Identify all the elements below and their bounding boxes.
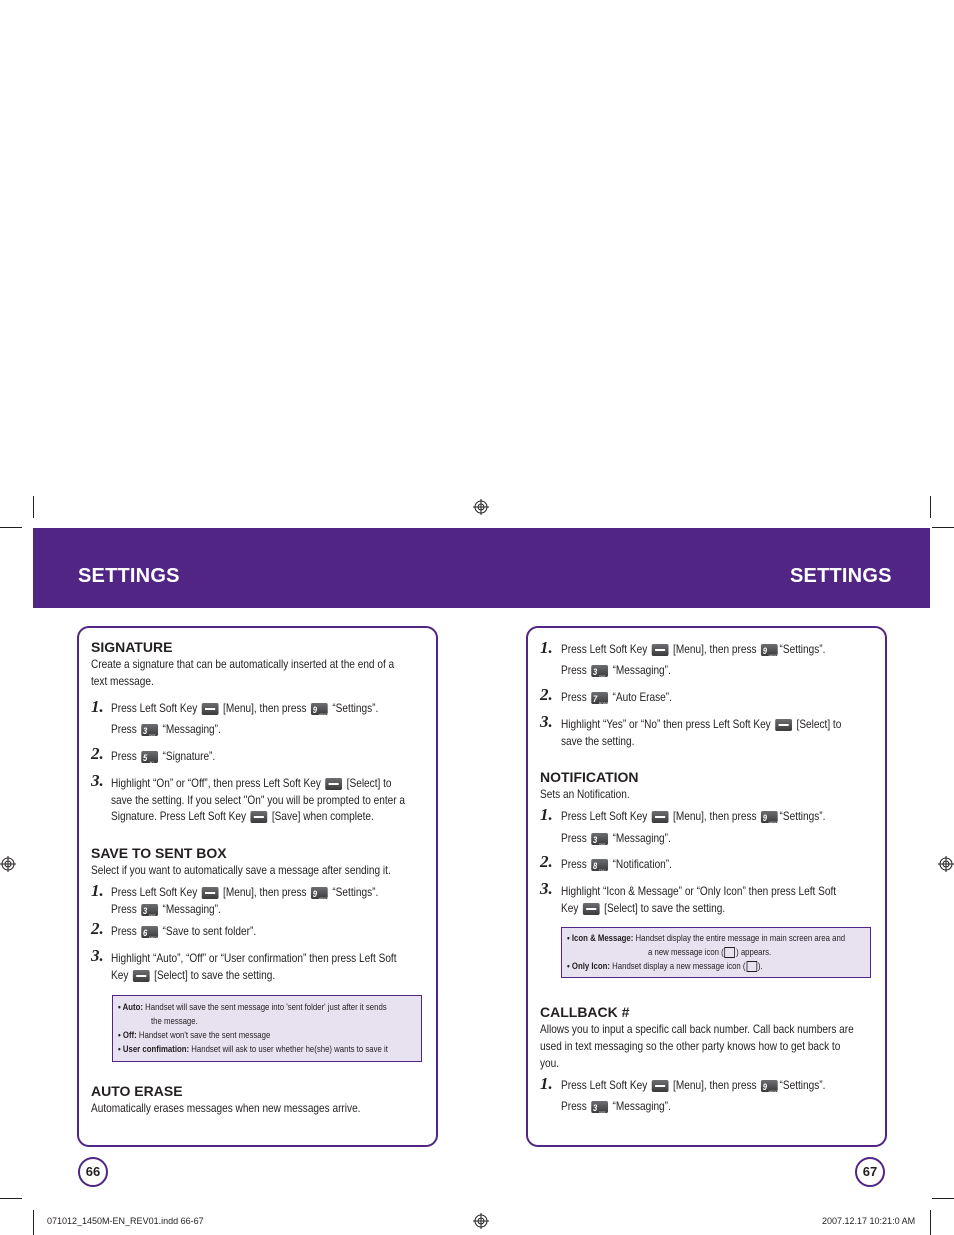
step-text: Highlight “Yes” or “No” then press Left Soft Key [Select] to [561, 717, 842, 731]
step-text: Key [Select] to save the setting. [111, 968, 276, 982]
key-9-icon: 9 WXYZ [762, 645, 779, 658]
left-soft-key-icon [583, 903, 600, 915]
key-9-icon: 9 WXYZ [762, 1081, 779, 1094]
crop-mark [33, 496, 34, 518]
step-text: Press 6 MNO “Save to sent folder”. [111, 924, 257, 940]
header-banner [33, 528, 930, 608]
new-message-icon [725, 947, 736, 958]
key-3-icon: 3 DEF [591, 833, 608, 845]
section-desc: Create a signature that can be automatically inserted at the end of a [91, 657, 395, 671]
left-soft-key-icon [202, 703, 219, 715]
registration-mark-icon [473, 1213, 489, 1229]
step-number: 1. [540, 805, 553, 824]
step-number: 1. [540, 638, 553, 657]
left-soft-key-icon [652, 644, 669, 656]
step-text: Press Left Soft Key [Menu], then press 9 WXYZ “Settings”. [561, 642, 826, 658]
section-heading-callback: CALLBACK # [540, 1004, 630, 1020]
step-text: Press 3 DEF “Messaging”. [561, 663, 671, 679]
step-number: 1. [91, 697, 104, 716]
page-title-right: SETTINGS [790, 565, 892, 587]
step-text: save the setting. [561, 734, 635, 748]
crop-mark [932, 527, 954, 528]
step-text: Press Left Soft Key [Menu], then press 9 WXYZ “Settings”. [111, 701, 379, 717]
step-number: 1. [540, 1074, 553, 1093]
section-desc: text message. [91, 674, 154, 688]
step-number: 3. [91, 771, 104, 790]
registration-mark-icon [473, 499, 489, 515]
key-6-icon: 6 MNO [142, 927, 157, 940]
step-text: Highlight “Auto”, “Off” or “User confirmation” then press Left Soft [111, 951, 397, 965]
section-heading-save-to-sent-box: SAVE TO SENT BOX [91, 845, 227, 861]
step-number: 2. [540, 685, 553, 704]
page-number-left: 66 [78, 1157, 108, 1187]
crop-mark [33, 1210, 34, 1235]
step-number: 2. [91, 744, 104, 763]
step-number: 2. [91, 919, 104, 938]
note-box [561, 927, 871, 978]
section-desc: Allows you to input a specific call back number. Call back numbers are [540, 1022, 854, 1036]
section-heading-notification: NOTIFICATION [540, 769, 639, 785]
section-heading-signature: SIGNATURE [91, 639, 173, 655]
page-title-left: SETTINGS [78, 565, 180, 587]
key-9-icon: 9 WXYZ [312, 888, 329, 901]
key-8-icon: 8 TUV [591, 859, 608, 871]
left-soft-key-icon [325, 778, 342, 790]
note-line: • Only Icon: Handset display a new message icon ( ). [567, 961, 763, 972]
step-text: Press Left Soft Key [Menu], then press 9 WXYZ “Settings”. [561, 1078, 826, 1094]
crop-mark [0, 527, 22, 528]
step-text: Press Left Soft Key [Menu], then press 9 WXYZ “Settings”. [111, 885, 379, 901]
section-heading-auto-erase: AUTO ERASE [91, 1083, 183, 1099]
step-text: Press 5 JKL “Signature”. [111, 749, 216, 765]
step-number: 1. [91, 881, 104, 900]
step-text: Key [Select] to save the setting. [561, 901, 726, 915]
registration-mark-icon [0, 856, 16, 872]
left-soft-key-icon [133, 970, 150, 982]
key-3-icon: 3 DEF [591, 1101, 608, 1113]
note-line: • Icon & Message: Handset display the entire message in main screen area and [567, 933, 846, 944]
step-text: Press 7 PQRS “Auto Erase”. [561, 690, 672, 706]
section-desc: you. [540, 1056, 560, 1070]
key-9-icon: 9 WXYZ [762, 812, 779, 825]
step-text: save the setting. If you select "On" you will be prompted to enter a [111, 793, 406, 807]
crop-mark [930, 1210, 931, 1235]
step-text: Highlight “On” or “Off”, then press Left Soft Key [Select] to [111, 776, 392, 790]
left-soft-key-icon [775, 719, 792, 731]
section-desc: Select if you want to automatically save a message after sending it. [91, 863, 391, 877]
note-line: • Off: Handset won't save the sent message [118, 1030, 271, 1041]
step-number: 3. [540, 712, 553, 731]
section-desc: Sets an Notification. [540, 787, 630, 801]
step-text: Press 3 DEF “Messaging”. [111, 902, 221, 918]
key-7-icon: 7 PQRS [592, 693, 609, 706]
note-box [112, 995, 422, 1062]
left-soft-key-icon [652, 811, 669, 823]
step-text: Press 8 TUV “Notification”. [561, 857, 672, 873]
step-text: Press 3 DEF “Messaging”. [561, 1099, 671, 1115]
key-3-icon: 3 DEF [141, 904, 158, 916]
footer-date: 2007.12.17 10:21:0 AM [822, 1216, 916, 1226]
crop-mark [0, 1198, 22, 1199]
key-3-icon: 3 DEF [591, 665, 608, 677]
crop-mark [930, 496, 931, 518]
note-line: a new message icon ( ) appears. [648, 947, 772, 958]
key-3-icon: 3 DEF [141, 724, 158, 736]
step-text: Highlight “Icon & Message” or “Only Icon” then press Left Soft [561, 884, 837, 898]
step-number: 2. [540, 852, 553, 871]
new-message-icon [746, 961, 757, 972]
left-soft-key-icon [202, 887, 219, 899]
step-number: 3. [91, 946, 104, 965]
section-desc: Automatically erases messages when new messages arrive. [91, 1101, 361, 1115]
crop-mark [932, 1198, 954, 1199]
step-text: Press 3 DEF “Messaging”. [111, 722, 221, 738]
footer-filename: 071012_1450M-EN_REV01.indd 66-67 [47, 1216, 204, 1226]
step-text: Press Left Soft Key [Menu], then press 9 WXYZ “Settings”. [561, 809, 826, 825]
step-text: Signature. Press Left Soft Key [Save] when complete. [111, 809, 374, 823]
step-text: Press 3 DEF “Messaging”. [561, 831, 671, 847]
left-soft-key-icon [652, 1080, 669, 1092]
registration-mark-icon [938, 856, 954, 872]
step-number: 3. [540, 879, 553, 898]
note-line: • Auto: Handset will save the sent message into 'sent folder' just after it sends [118, 1002, 387, 1013]
page-number-right: 67 [855, 1157, 885, 1187]
note-line: • User confimation: Handset will ask to user whether he(she) wants to save it [118, 1044, 388, 1055]
key-9-icon: 9 WXYZ [312, 704, 329, 717]
left-soft-key-icon [251, 811, 268, 823]
section-desc: used in text messaging so the other party knows how to get back to [540, 1039, 841, 1053]
key-5-icon: 5 JKL [141, 751, 158, 763]
note-line: the message. [151, 1016, 198, 1027]
